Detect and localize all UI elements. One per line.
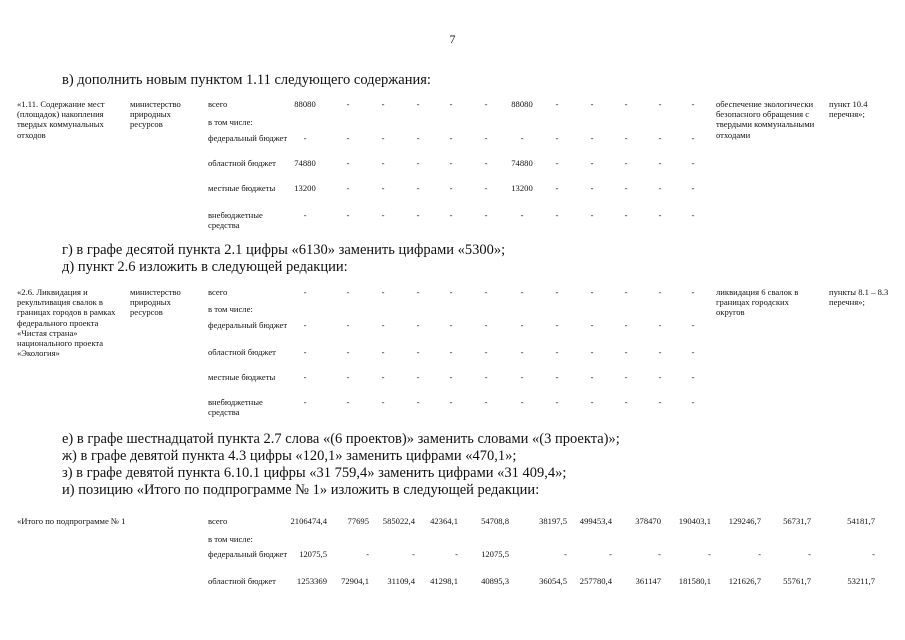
table2-cell: - [624,347,628,357]
table2-cell: - [658,347,662,357]
table2-cell: - [555,320,559,330]
table3-row-label: в том числе: [208,534,253,544]
table1-cell: - [555,183,559,193]
table3-cell: 36054,5 [539,576,567,586]
table1-cell: - [691,99,695,109]
table2-row-label: федеральный бюджет [208,320,288,330]
table1-cell: - [416,183,420,193]
table2-cell: - [555,397,559,407]
paragraph-e: е) в графе шестнадцатой пункта 2.7 слова «(6 проектов)» заменить словами «(3 проекта)»; [62,431,620,447]
table3-cell: 2106474,4 [290,516,327,526]
table1-cell: - [624,183,628,193]
table2-cell: - [691,347,695,357]
paragraph-zh: ж) в графе девятой пункта 4.3 цифры «120,1» заменить цифрами «470,1»; [62,448,517,464]
table1-cell: - [449,183,453,193]
paragraph-v: в) дополнить новым пунктом 1.11 следующего содержания: [62,72,431,88]
table2-row-label: внебюджетные средства [208,397,263,418]
table3-cell: 181580,1 [678,576,711,586]
table3-cell: 378470 [635,516,661,526]
table2-cell: - [691,287,695,297]
table3-cell: 585022,4 [382,516,415,526]
table1-cell: - [346,99,350,109]
table2-cell: - [346,320,350,330]
table1-cell: - [449,99,453,109]
table2-row-label: в том числе: [208,304,253,314]
table1-cell: - [555,210,559,220]
table3-cell: 41298,1 [430,576,458,586]
table3-cell: 257780,4 [579,576,612,586]
table1-cell: - [691,183,695,193]
paragraph-d: д) пункт 2.6 изложить в следующей редакции: [62,259,348,275]
table2-cell: - [303,287,307,297]
table1-cell: - [658,158,662,168]
table1-cell: 74880 [511,158,533,168]
table2-cell: - [555,347,559,357]
table1-item-name: «1.11. Содержание мест (площадок) накопления твердых коммунальных отходов [17,99,105,140]
table3-cell: 499453,4 [579,516,612,526]
table1-cell: - [484,133,488,143]
table2-cell: - [590,320,594,330]
table2-cell: - [624,320,628,330]
table1-cell: - [381,99,385,109]
table3-cell: 121626,7 [728,576,761,586]
table1-cell: - [624,133,628,143]
table2-cell: - [484,397,488,407]
table1-cell: - [449,158,453,168]
table2-cell: - [555,287,559,297]
table1-cell: - [658,99,662,109]
table1-cell: - [484,99,488,109]
paragraph-z: з) в графе девятой пункта 6.10.1 цифры «31 759,4» заменить цифрами «31 409,4»; [62,465,567,481]
table1-cell: - [691,133,695,143]
table3-row-label: областной бюджет [208,576,276,586]
table2-cell: - [416,372,420,382]
table2-cell: - [416,320,420,330]
table1-cell: - [346,210,350,220]
table2-cell: - [484,287,488,297]
table1-cell: - [624,99,628,109]
table2-cell: - [416,287,420,297]
table1-cell: - [303,210,307,220]
table2-reference: пункты 8.1 – 8.3 перечня»; [829,287,889,308]
table1-cell: 13200 [511,183,533,193]
table2-cell: - [691,372,695,382]
table3-row-label: федеральный бюджет [208,549,288,559]
table1-cell: - [346,183,350,193]
table3-cell: - [758,549,761,559]
table3-cell: 54708,8 [481,516,509,526]
table2-cell: - [555,372,559,382]
table2-cell: - [381,320,385,330]
table3-cell: 54181,7 [847,516,875,526]
table1-cell: - [555,133,559,143]
table3-cell: 40895,3 [481,576,509,586]
table3-row-label: всего [208,516,228,526]
table2-cell: - [691,320,695,330]
table3-cell: 72904,1 [341,576,369,586]
table1-cell: - [624,158,628,168]
table2-cell: - [520,372,524,382]
table3-cell: - [658,549,661,559]
table1-row-label: федеральный бюджет [208,133,288,143]
table1-cell: - [691,158,695,168]
table1-cell: - [691,210,695,220]
table2-cell: - [590,372,594,382]
table2-cell: - [624,397,628,407]
table2-cell: - [449,397,453,407]
table2-cell: - [590,347,594,357]
table1-cell: - [658,210,662,220]
table1-cell: - [346,158,350,168]
table1-cell: - [520,133,524,143]
table2-cell: - [658,320,662,330]
table1-cell: - [449,133,453,143]
table2-cell: - [416,347,420,357]
table3-cell: 38197,5 [539,516,567,526]
table2-cell: - [590,287,594,297]
table2-cell: - [303,347,307,357]
table2-cell: - [590,397,594,407]
table1-cell: - [381,210,385,220]
table2-cell: - [658,287,662,297]
table1-cell: - [484,183,488,193]
table1-cell: - [381,183,385,193]
paragraph-i: и) позицию «Итого по подпрограмме № 1» изложить в следующей редакции: [62,482,540,498]
table3-cell: 129246,7 [728,516,761,526]
table2-cell: - [381,347,385,357]
table1-cell: - [555,99,559,109]
table2-cell: - [346,347,350,357]
table3-cell: 1253369 [296,576,327,586]
table3-cell: 77695 [347,516,369,526]
table2-cell: - [449,347,453,357]
table1-cell: - [624,210,628,220]
table3-cell: 31109,4 [387,576,415,586]
table1-cell: - [520,210,524,220]
table1-cell: - [416,158,420,168]
table3-cell: - [609,549,612,559]
table2-cell: - [449,287,453,297]
table1-cell: - [381,133,385,143]
table2-cell: - [691,397,695,407]
table1-cell: - [590,133,594,143]
table1-cell: - [449,210,453,220]
table1-cell: - [590,158,594,168]
table1-row-label: местные бюджеты [208,183,276,193]
table2-cell: - [381,372,385,382]
table2-cell: - [381,397,385,407]
table1-executor: министерство природных ресурсов [130,99,181,130]
table1-cell: - [658,133,662,143]
table1-cell: - [658,183,662,193]
paragraph-g: г) в графе десятой пункта 2.1 цифры «6130» заменить цифрами «5300»; [62,242,506,258]
table3-cell: 361147 [635,576,661,586]
table2-cell: - [484,347,488,357]
table2-row-label: областной бюджет [208,347,276,357]
table2-cell: - [381,287,385,297]
table2-cell: - [520,397,524,407]
table1-cell: - [590,210,594,220]
table3-cell: 12075,5 [481,549,509,559]
table3-cell: - [708,549,711,559]
table1-cell: - [590,99,594,109]
table1-cell: - [484,210,488,220]
table2-cell: - [624,372,628,382]
table1-cell: 74880 [294,158,316,168]
table1-cell: 13200 [294,183,316,193]
table1-cell: - [416,99,420,109]
table2-cell: - [520,347,524,357]
table2-cell: - [303,320,307,330]
table1-cell: - [590,183,594,193]
table2-cell: - [658,397,662,407]
table1-row-label: областной бюджет [208,158,276,168]
table2-cell: - [416,397,420,407]
table2-executor: министерство природных ресурсов [130,287,181,318]
table2-cell: - [520,287,524,297]
table3-cell: 12075,5 [299,549,327,559]
table3-cell: - [412,549,415,559]
table3-cell: - [455,549,458,559]
table3-item-name: «Итого по подпрограмме № 1 [17,516,126,526]
table3-cell: 56731,7 [783,516,811,526]
table1-row-label: внебюджетные средства [208,210,263,231]
table2-cell: - [658,372,662,382]
table3-cell: - [808,549,811,559]
table1-cell: - [484,158,488,168]
table3-cell: - [872,549,875,559]
table2-cell: - [624,287,628,297]
table1-row-label: всего [208,99,228,109]
table1-cell: - [416,133,420,143]
table2-cell: - [449,320,453,330]
table1-cell: - [346,133,350,143]
table2-item-name: «2.6. Ликвидация и рекультивация свалок в границах городов в рамках федерального проекта «Чистая страна» национального проекта «Экология» [17,287,116,359]
table3-cell: 190403,1 [678,516,711,526]
table2-cell: - [449,372,453,382]
table1-row-label: в том числе: [208,117,253,127]
table2-row-label: местные бюджеты [208,372,276,382]
table3-cell: 53211,7 [847,576,875,586]
table1-cell: - [416,210,420,220]
table3-cell: 42364,1 [430,516,458,526]
page-number: 7 [449,32,456,46]
table2-cell: - [484,372,488,382]
table1-cell: - [555,158,559,168]
table2-cell: - [346,372,350,382]
table2-cell: - [346,287,350,297]
table2-cell: - [303,397,307,407]
table1-reference: пункт 10.4 перечня»; [829,99,868,120]
table2-cell: - [346,397,350,407]
table2-result: ликвидация 6 свалок в границах городских округов [716,287,799,318]
table2-cell: - [520,320,524,330]
table3-cell: - [366,549,369,559]
table1-result: обеспечение экологически безопасного обращения с твердыми коммунальными отходами [716,99,815,140]
table1-cell: 88080 [511,99,533,109]
table2-row-label: всего [208,287,228,297]
table2-cell: - [303,372,307,382]
table1-cell: - [303,133,307,143]
table3-cell: 55761,7 [783,576,811,586]
table1-cell: - [381,158,385,168]
table3-cell: - [564,549,567,559]
table1-cell: 88080 [294,99,316,109]
table2-cell: - [484,320,488,330]
